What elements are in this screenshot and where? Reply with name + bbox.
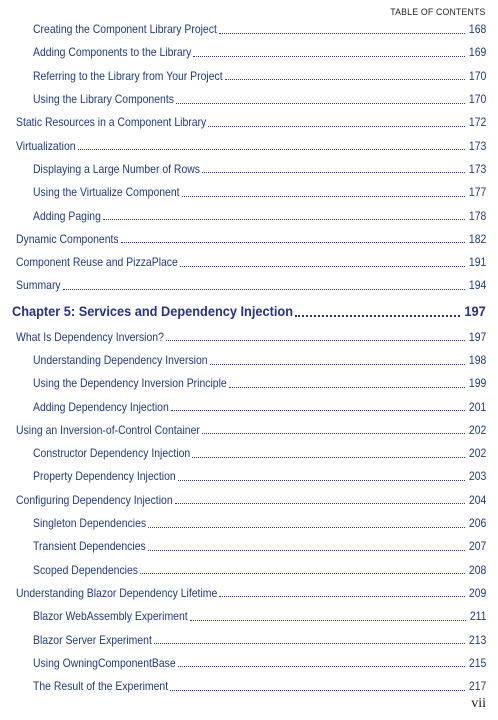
- toc-entry-title: Using the Virtualize Component: [33, 186, 180, 200]
- toc-entry-page: 202: [468, 447, 486, 461]
- toc-entry-title: Using an Inversion-of-Control Container: [16, 423, 200, 437]
- dot-leader: [208, 117, 464, 129]
- toc-entry[interactable]: [12, 41, 486, 64]
- dot-leader: [193, 47, 464, 59]
- dot-leader: [190, 611, 466, 623]
- toc-entry-page: 217: [468, 680, 486, 694]
- toc-entry-page: 201: [468, 400, 486, 414]
- toc-entry[interactable]: [12, 465, 486, 488]
- dot-leader: [202, 424, 465, 436]
- toc-entry-title: Referring to the Library from Your Project: [33, 69, 223, 83]
- toc-entry-title: Virtualization: [16, 139, 76, 153]
- toc-entry-page: 194: [468, 279, 486, 293]
- toc-entry-title: Adding Paging: [33, 209, 101, 223]
- toc-entry[interactable]: [12, 65, 486, 88]
- toc-entry-page: 173: [468, 139, 486, 153]
- dot-leader: [140, 564, 465, 576]
- toc-entry-title: What Is Dependency Inversion?: [16, 330, 164, 344]
- toc-entry[interactable]: [12, 605, 486, 628]
- dot-leader: [148, 518, 465, 530]
- toc-entry-title: Property Dependency Injection: [33, 470, 176, 484]
- toc-entry[interactable]: [12, 181, 486, 204]
- toc-entry-page: 207: [468, 540, 486, 554]
- toc-chapter-entry[interactable]: [12, 298, 486, 326]
- toc-entry-title: Displaying a Large Number of Rows: [33, 162, 201, 176]
- dot-leader: [63, 280, 465, 292]
- toc-entry[interactable]: [12, 18, 486, 41]
- toc-entry-page: 209: [468, 586, 486, 600]
- dot-leader: [219, 587, 464, 599]
- toc-entry-page: 197: [464, 303, 486, 320]
- toc-entry[interactable]: [12, 326, 486, 349]
- toc-entry[interactable]: [12, 88, 486, 111]
- toc-entry[interactable]: [12, 559, 486, 582]
- dot-leader: [182, 187, 465, 199]
- dot-leader: [170, 681, 465, 693]
- dot-leader: [192, 448, 465, 460]
- toc-entry-title: Understanding Dependency Inversion: [33, 354, 208, 367]
- toc-entry[interactable]: [12, 628, 486, 651]
- toc-entry-title: Using OwningComponentBase: [33, 656, 176, 670]
- toc-entry-title: Transient Dependencies: [33, 540, 146, 554]
- toc-entry-page: 198: [468, 354, 486, 367]
- dot-leader: [148, 541, 465, 553]
- toc-entry-page: 178: [468, 209, 486, 223]
- table-of-contents: [12, 18, 486, 698]
- dot-leader: [202, 163, 465, 175]
- toc-entry-title: Using the Library Components: [33, 93, 174, 107]
- dot-leader: [178, 657, 465, 669]
- toc-entry[interactable]: [12, 395, 486, 418]
- running-header: TABLE OF CONTENTS: [390, 7, 486, 18]
- dot-leader: [295, 306, 460, 318]
- toc-entry-title: Blazor WebAssembly Experiment: [33, 610, 188, 624]
- toc-entry[interactable]: [12, 652, 486, 675]
- toc-entry-title: Using the Dependency Inversion Principle: [33, 377, 227, 391]
- toc-entry-page: 169: [468, 46, 486, 60]
- toc-entry-page: 177: [468, 186, 486, 200]
- toc-entry-page: 208: [468, 563, 486, 577]
- toc-entry[interactable]: [12, 251, 486, 274]
- dot-leader: [210, 355, 465, 367]
- toc-entry-page: 172: [468, 116, 486, 130]
- toc-entry-title: Dynamic Components: [16, 232, 119, 246]
- toc-entry[interactable]: [12, 372, 486, 395]
- dot-leader: [225, 70, 465, 82]
- toc-entry-title: Constructor Dependency Injection: [33, 447, 191, 461]
- toc-entry-title: Blazor Server Experiment: [33, 633, 152, 647]
- dot-leader: [166, 331, 465, 343]
- toc-entry[interactable]: [12, 582, 486, 605]
- toc-entry-title: Understanding Blazor Dependency Lifetime: [16, 586, 218, 600]
- toc-entry-title: Adding Components to the Library: [33, 46, 192, 60]
- toc-entry-title: Creating the Component Library Project: [33, 23, 217, 37]
- toc-entry-title: Adding Dependency Injection: [33, 400, 169, 414]
- toc-entry-page: 204: [468, 493, 486, 507]
- toc-entry[interactable]: [12, 228, 486, 251]
- dot-leader: [229, 378, 465, 390]
- toc-entry[interactable]: [12, 489, 486, 512]
- toc-entry[interactable]: [12, 134, 486, 157]
- toc-entry[interactable]: [12, 675, 486, 698]
- toc-entry-page: 191: [468, 256, 486, 270]
- toc-entry-title: Configuring Dependency Injection: [16, 493, 173, 507]
- toc-entry-page: 211: [469, 610, 486, 624]
- toc-entry[interactable]: [12, 512, 486, 535]
- dot-leader: [121, 233, 465, 245]
- dot-leader: [180, 257, 465, 269]
- toc-entry-page: 206: [468, 517, 486, 531]
- toc-entry-page: 203: [468, 470, 486, 484]
- toc-entry[interactable]: [12, 274, 486, 297]
- toc-entry[interactable]: [12, 442, 486, 465]
- toc-entry[interactable]: [12, 535, 486, 558]
- dot-leader: [175, 494, 465, 506]
- toc-entry-page: 182: [468, 232, 486, 246]
- dot-leader: [103, 210, 465, 222]
- toc-entry-page: 170: [468, 69, 486, 83]
- toc-entry-page: 168: [468, 23, 486, 37]
- toc-entry-page: 170: [468, 93, 486, 107]
- toc-entry-title: Static Resources in a Component Library: [16, 116, 207, 130]
- toc-entry-title: Summary: [16, 279, 61, 293]
- dot-leader: [171, 401, 465, 413]
- dot-leader: [78, 140, 465, 152]
- toc-entry-page: 197: [468, 330, 486, 344]
- toc-entry-page: 199: [468, 377, 486, 391]
- toc-entry-title: Component Reuse and PizzaPlace: [16, 256, 178, 270]
- toc-entry[interactable]: [12, 158, 486, 181]
- toc-entry[interactable]: [12, 419, 486, 442]
- toc-entry-title: Scoped Dependencies: [33, 563, 139, 577]
- dot-leader: [154, 634, 465, 646]
- toc-entry[interactable]: [12, 349, 486, 372]
- dot-leader: [219, 24, 465, 36]
- toc-entry-page: 215: [468, 656, 486, 670]
- toc-entry-title: The Result of the Experiment: [33, 680, 169, 694]
- dot-leader: [176, 94, 465, 106]
- toc-entry-title: Chapter 5: Services and Dependency Injection: [12, 303, 294, 320]
- toc-entry-page: 173: [468, 162, 486, 176]
- toc-entry[interactable]: [12, 111, 486, 134]
- dot-leader: [178, 471, 465, 483]
- toc-entry[interactable]: [12, 204, 486, 227]
- toc-entry-page: 202: [468, 423, 486, 437]
- toc-entry-title: Singleton Dependencies: [33, 517, 147, 531]
- toc-entry-page: 213: [468, 633, 486, 647]
- page-number: vii: [471, 696, 486, 711]
